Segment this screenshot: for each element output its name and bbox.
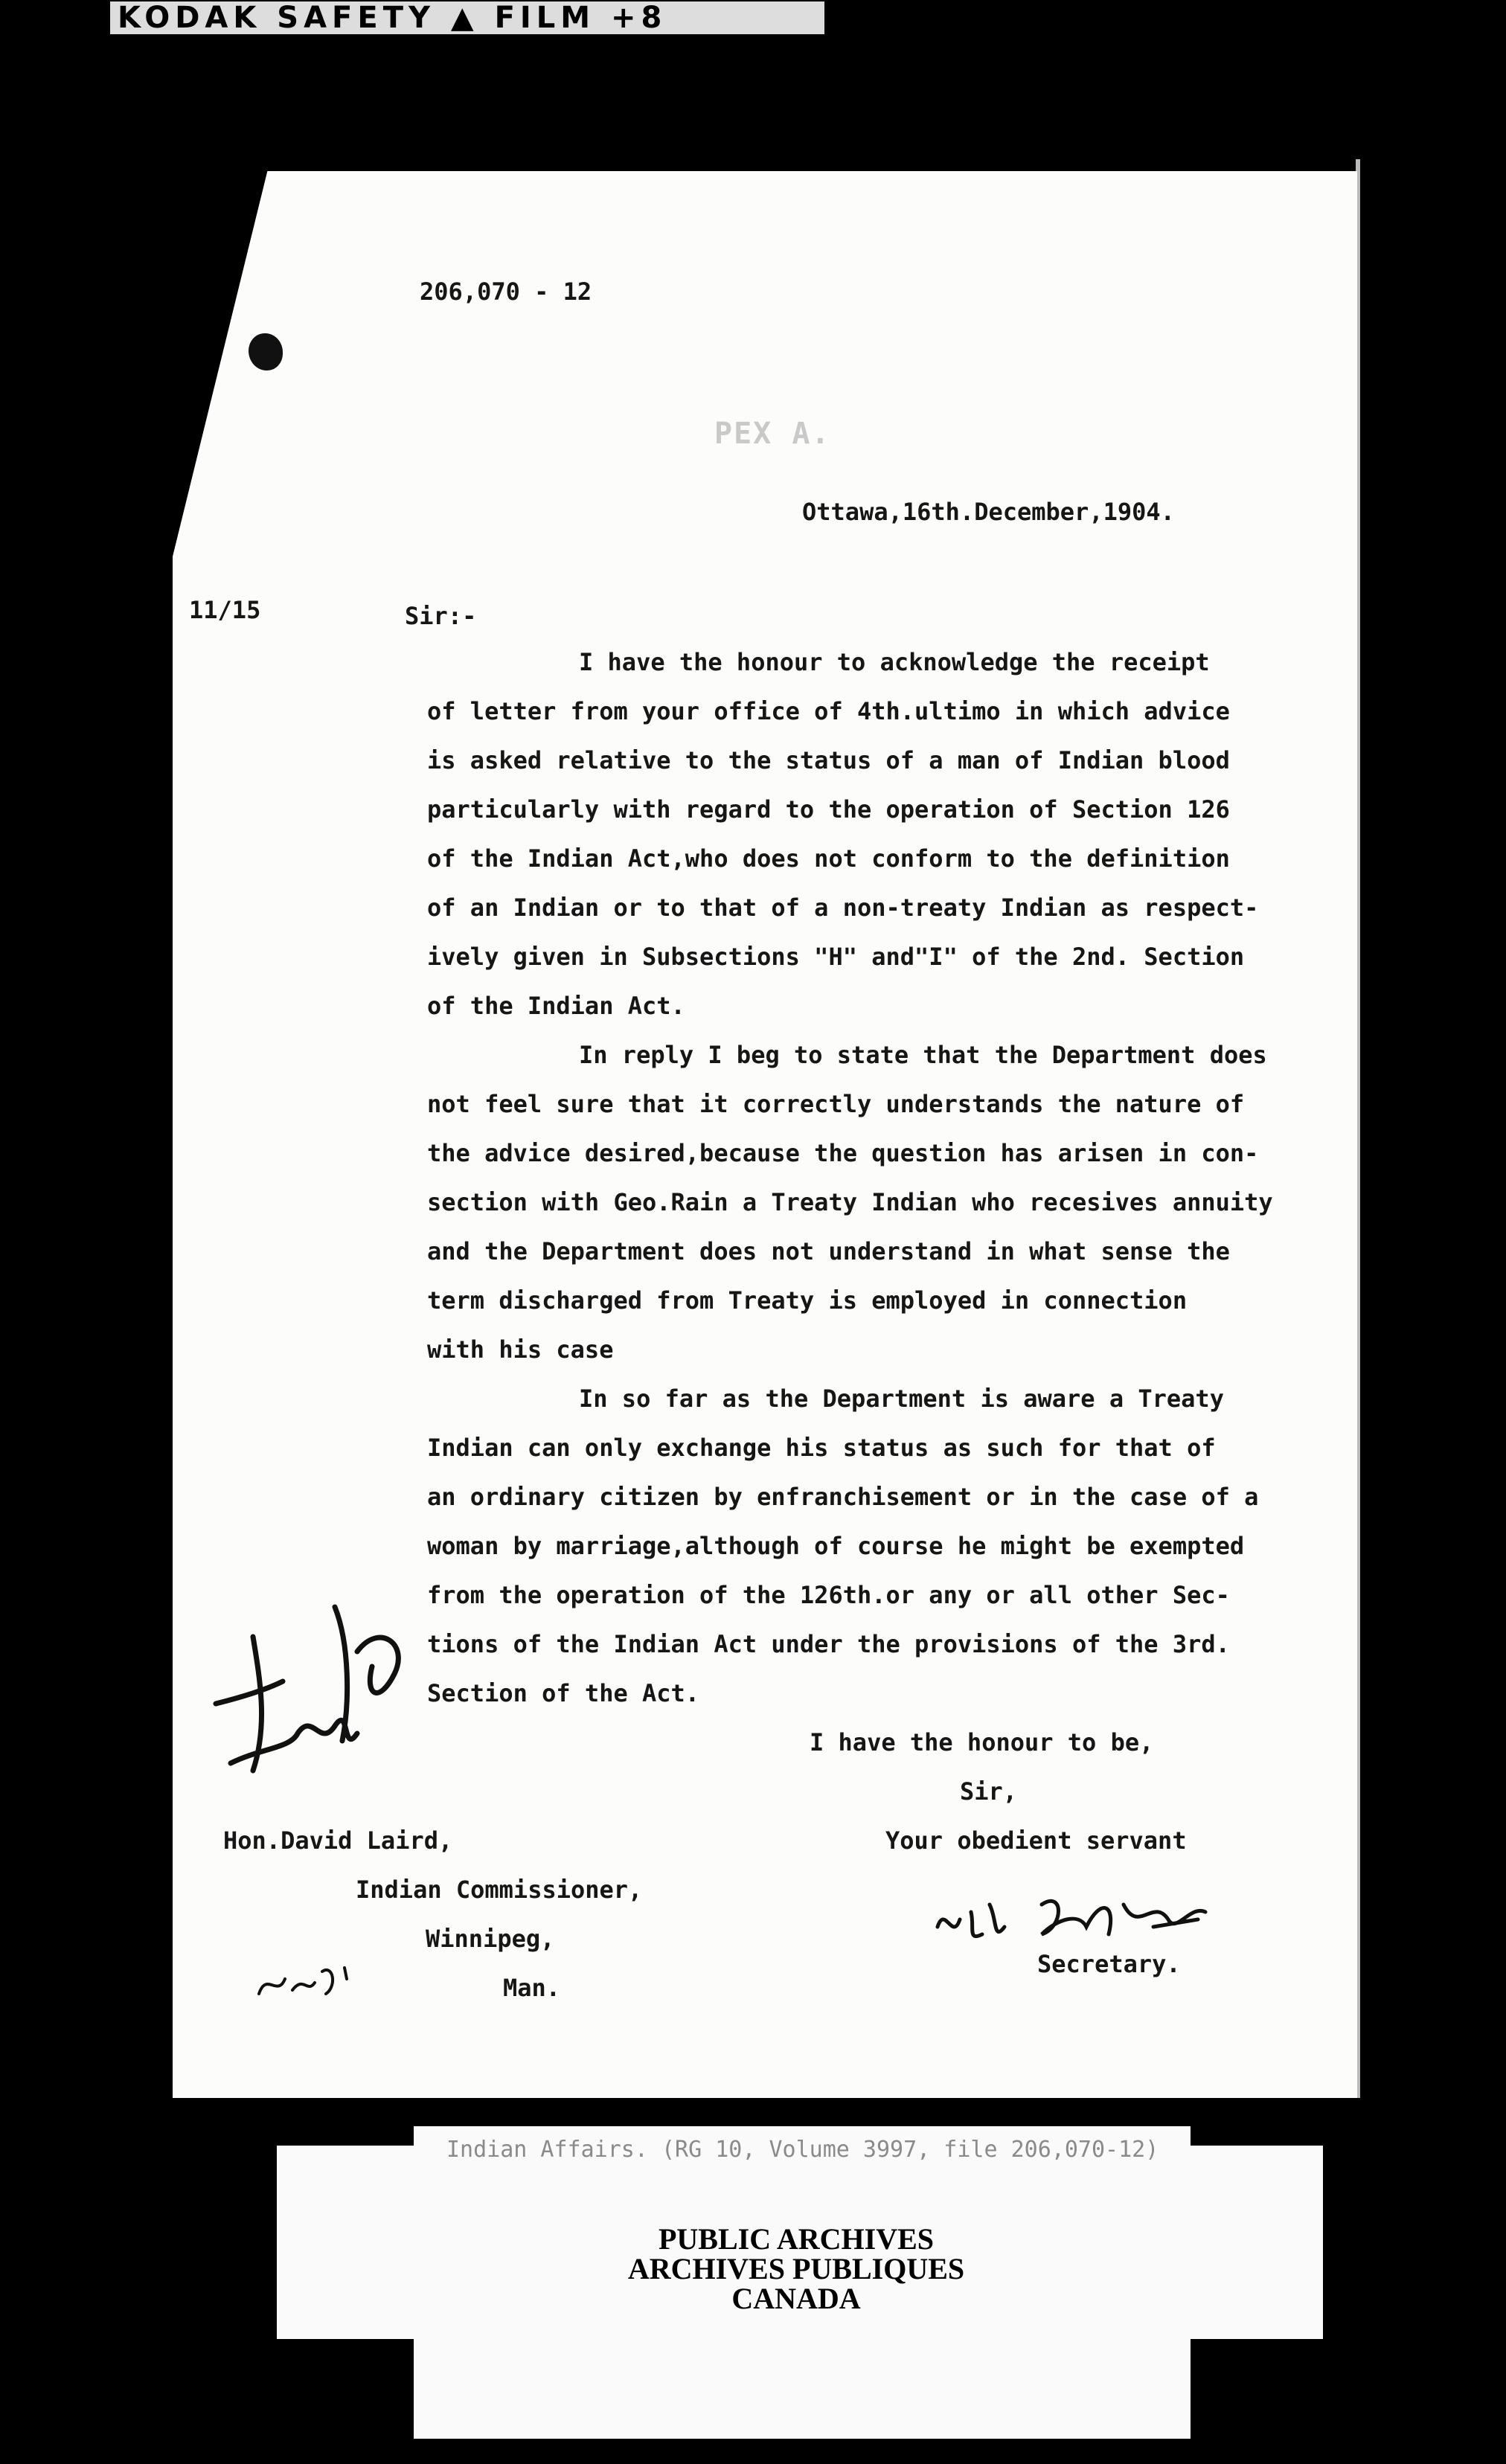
body-line: In reply I beg to state that the Department does [579, 1041, 1267, 1069]
body-line: tions of the Indian Act under the provisions of the 3rd. [427, 1630, 1230, 1658]
body-line: not feel sure that it correctly understands the nature of [427, 1090, 1245, 1118]
signature-title: Secretary. [1037, 1950, 1181, 1978]
body-line: section with Geo.Rain a Treaty Indian who recesives annuity [427, 1188, 1273, 1216]
body-line: from the operation of the 126th.or any or all other Sec- [427, 1581, 1230, 1609]
body-line: Indian can only exchange his status as such for that of [427, 1434, 1216, 1462]
letter-sheet [173, 171, 1357, 2098]
addressee-line: Man. [503, 1974, 561, 2002]
addressee-name: Hon.David Laird, [223, 1826, 453, 1855]
body-line: ively given in Subsections "H" and"I" of the 2nd. Section [427, 943, 1245, 971]
body-line: of the Indian Act. [427, 992, 685, 1020]
body-line: In so far as the Department is aware a Treaty [579, 1385, 1224, 1413]
body-line: of an Indian or to that of a non-treaty Indian as respect- [427, 893, 1259, 922]
body-line: woman by marriage,although of course he might be exempted [427, 1532, 1245, 1560]
addressee-line: Indian Commissioner, [356, 1876, 643, 1904]
body-line: the advice desired,because the question has arisen in con- [427, 1139, 1259, 1167]
addressee-line: Winnipeg, [426, 1925, 555, 1953]
secretary-signature [930, 1875, 1243, 1957]
stamp-line: PUBLIC ARCHIVES [658, 2222, 935, 2256]
stamp-line: ARCHIVES PUBLIQUES [627, 2252, 965, 2285]
handwritten-marginal-signature [201, 1577, 424, 1786]
body-line: and the Department does not understand in what sense the [427, 1237, 1230, 1265]
salutation: Sir:- [405, 602, 477, 630]
body-line: Section of the Act. [427, 1679, 700, 1707]
closing-line: Sir, [960, 1777, 1018, 1806]
stamp-line: CANADA [731, 2282, 861, 2315]
dateline: Ottawa,16th.December,1904. [802, 498, 1175, 526]
initials-mark [251, 1957, 363, 2009]
public-archives-stamp [573, 2224, 1019, 2314]
archive-source-note: Indian Affairs. (RG 10, Volume 3997, file 206,070-12) [446, 2137, 1159, 2163]
body-line: particularly with regard to the operation of Section 126 [427, 795, 1230, 824]
margin-note: 11/15 [189, 596, 261, 624]
body-line: an ordinary citizen by enfranchisement or in the case of a [427, 1483, 1259, 1511]
file-reference: 206,070 - 12 [420, 277, 592, 306]
body-line: is asked relative to the status of a man of Indian blood [427, 746, 1230, 774]
body-line: I have the honour to acknowledge the receipt [579, 648, 1210, 676]
faded-stamp: PEX A. [714, 417, 831, 451]
film-edge-marking: KODAK SAFETY ▲ FILM +8 [110, 1, 824, 34]
body-line: of letter from your office of 4th.ultimo in which advice [427, 697, 1230, 725]
ink-blot [249, 333, 283, 370]
body-line: term discharged from Treaty is employed in connection [427, 1286, 1188, 1315]
closing-line: I have the honour to be, [810, 1728, 1154, 1756]
closing-line: Your obedient servant [885, 1826, 1187, 1855]
body-line: of the Indian Act,who does not conform to the definition [427, 844, 1230, 873]
body-line: with his case [427, 1335, 614, 1364]
